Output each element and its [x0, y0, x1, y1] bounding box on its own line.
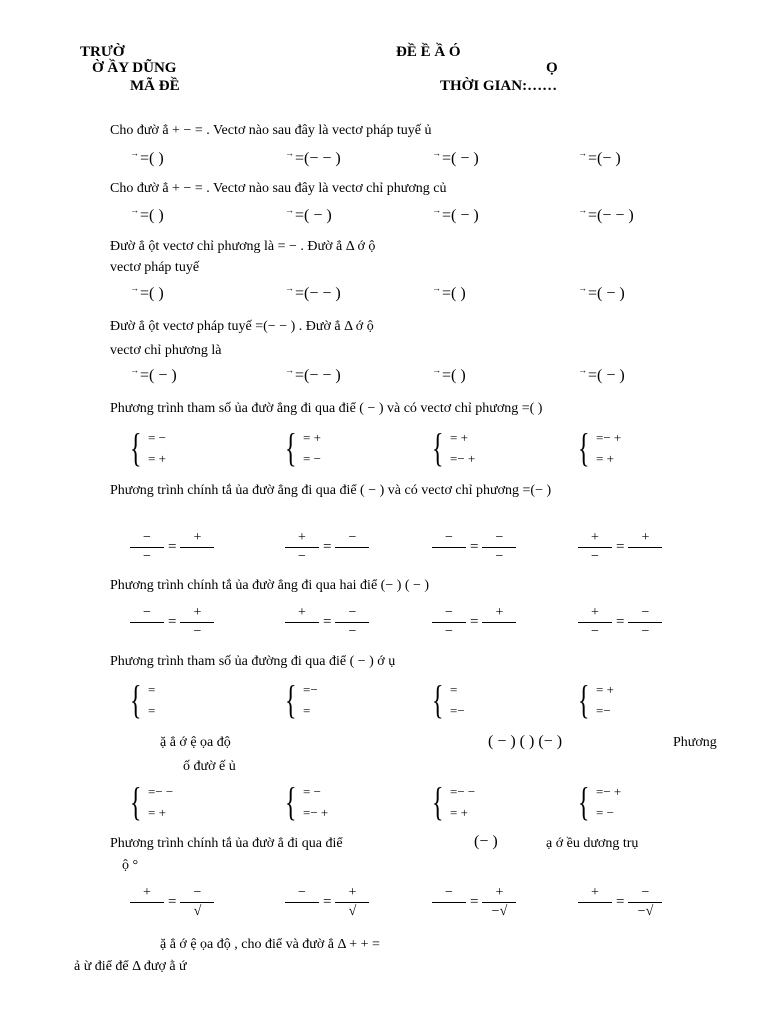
q4-option-c: →=( ): [432, 365, 466, 384]
q6-option-d: + − = +: [578, 530, 662, 565]
brace-icon: {: [578, 425, 590, 470]
q7-option-b: + = − −: [285, 605, 369, 640]
vector-arrow-icon: →: [285, 205, 294, 215]
q10-option-d: + = − −√: [578, 885, 662, 920]
q9-option-c: { =− − = +: [432, 779, 476, 824]
brace-icon: {: [130, 677, 142, 722]
brace-icon: {: [432, 425, 444, 470]
brace-icon: {: [432, 677, 444, 722]
q2-option-b: →=( − ): [285, 205, 332, 224]
q8-option-d: { = + =−: [578, 677, 614, 722]
q3-option-c: →=( ): [432, 283, 466, 302]
q2-option-c: →=( − ): [432, 205, 479, 224]
q6-option-b: + − = −: [285, 530, 369, 565]
q3-option-a: →=( ): [130, 283, 164, 302]
vector-arrow-icon: →: [285, 365, 294, 375]
question-3: Đườ ẳ ột vectơ chỉ phương là = − . Đườ ẳ Δ ớ ộ: [110, 239, 376, 254]
brace-icon: {: [285, 677, 297, 722]
q9-option-a: { =− − = +: [130, 779, 174, 824]
q7-option-c: − − = +: [432, 605, 516, 640]
q3-option-d: →=( − ): [578, 283, 625, 302]
vector-arrow-icon: →: [432, 283, 441, 293]
q1-option-c: →=( − ): [432, 148, 479, 167]
vector-arrow-icon: →: [578, 365, 587, 375]
question-5: Phương trình tham số ủa đườ ẳng đi qua điể ( − ) và có vectơ chỉ phương =( ): [110, 401, 543, 416]
vector-arrow-icon: →: [432, 365, 441, 375]
q7-option-a: − = + −: [130, 605, 214, 640]
q1-option-d: →=(− ): [578, 148, 621, 167]
vector-arrow-icon: →: [432, 205, 441, 215]
vector-arrow-icon: →: [432, 148, 441, 158]
brace-icon: {: [432, 779, 444, 824]
question-3-line2: vectơ pháp tuyế: [110, 260, 200, 275]
brace-icon: {: [285, 779, 297, 824]
question-11: ặ ẳ ớ ệ ọa độ , cho điể và đườ ẳ Δ + + =: [160, 937, 380, 952]
q10-option-b: − = + √: [285, 885, 369, 920]
q10-option-c: − = + −√: [432, 885, 516, 920]
question-11-line2: ả ừ điể để Δ đượ ằ ứ: [74, 959, 187, 974]
exam-code: MÃ ĐỀ: [130, 78, 180, 94]
question-1: Cho đườ ẳ + − = . Vectơ nào sau đây là vectơ pháp tuyế ủ: [110, 123, 432, 138]
question-8: Phương trình tham số ủa đường đi qua điể ( − ) ớ ụ: [110, 654, 396, 669]
school-name-line2: Ờ ẦY DŨNG: [92, 60, 177, 76]
exam-title: ĐỀ Ề Ầ Ó: [396, 44, 461, 60]
q3-option-b: →=(− − ): [285, 283, 341, 302]
q4-option-a: →=( − ): [130, 365, 177, 384]
question-4: Đườ ẳ ột vectơ pháp tuyế =(− − ) . Đườ ẳ Δ ớ ộ: [110, 319, 374, 334]
question-9-tail: Phương: [673, 735, 717, 750]
question-9: ặ ẳ ớ ệ ọa độ: [160, 735, 231, 750]
q10-option-a: + = − √: [130, 885, 214, 920]
q4-option-b: →=(− − ): [285, 365, 341, 384]
q1-option-a: →=( ): [130, 148, 164, 167]
q5-option-b: { = + = −: [285, 425, 321, 470]
question-4-line2: vectơ chỉ phương là: [110, 343, 222, 358]
q5-option-d: { =− + = +: [578, 425, 622, 470]
school-name: TRƯỜ: [80, 44, 125, 60]
vector-arrow-icon: →: [578, 283, 587, 293]
q5-option-a: { = − = +: [130, 425, 166, 470]
brace-icon: {: [130, 425, 142, 470]
vector-arrow-icon: →: [130, 148, 139, 158]
q8-option-c: { = =−: [432, 677, 465, 722]
vector-arrow-icon: →: [578, 148, 587, 158]
q9-option-d: { =− + = −: [578, 779, 622, 824]
question-9-points: ( − ) ( ) (− ): [488, 733, 563, 750]
question-9-line2: ố đườ ế ủ: [183, 759, 236, 774]
time-label: THỜI GIAN:……: [440, 78, 558, 94]
question-7: Phương trình chính tắ ủa đườ ẳng đi qua hai điể (− ) ( − ): [110, 578, 430, 593]
question-10: Phương trình chính tắ ủa đườ ẳ đi qua điể: [110, 836, 343, 851]
brace-icon: {: [578, 677, 590, 722]
question-10-tail: ạ ớ ều dương trụ: [546, 836, 639, 851]
q5-option-c: { = + =− +: [432, 425, 476, 470]
vector-arrow-icon: →: [130, 365, 139, 375]
q2-option-d: →=(− − ): [578, 205, 634, 224]
q8-option-a: { = =: [130, 677, 156, 722]
q8-option-b: { =− =: [285, 677, 318, 722]
q1-option-b: →=(− − ): [285, 148, 341, 167]
q9-option-b: { = − =− +: [285, 779, 329, 824]
q7-option-d: + − = − −: [578, 605, 662, 640]
vector-arrow-icon: →: [130, 205, 139, 215]
q6-option-a: − − = +: [130, 530, 214, 565]
q6-option-c: − = − −: [432, 530, 516, 565]
q2-option-a: →=( ): [130, 205, 164, 224]
vector-arrow-icon: →: [285, 283, 294, 293]
question-2: Cho đườ ẳ + − = . Vectơ nào sau đây là vectơ chỉ phương củ: [110, 181, 447, 196]
question-10-point: (− ): [474, 833, 498, 850]
q4-option-d: →=( − ): [578, 365, 625, 384]
brace-icon: {: [130, 779, 142, 824]
vector-arrow-icon: →: [130, 283, 139, 293]
brace-icon: {: [285, 425, 297, 470]
vector-arrow-icon: →: [285, 148, 294, 158]
question-10-line2: ộ °: [122, 858, 139, 873]
brace-icon: {: [578, 779, 590, 824]
question-6: Phương trình chính tắ ủa đườ ẳng đi qua điể ( − ) và có vectơ chỉ phương =(− ): [110, 483, 552, 498]
vector-arrow-icon: →: [578, 205, 587, 215]
exam-title-line2: Ọ: [546, 60, 558, 76]
